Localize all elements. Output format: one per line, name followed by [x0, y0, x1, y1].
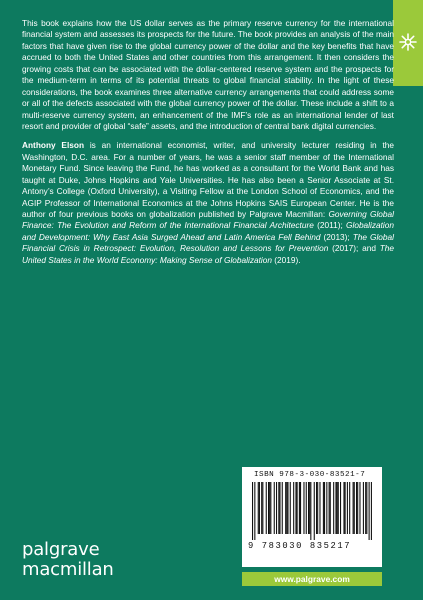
- barcode-bar: [366, 482, 367, 534]
- isbn-barcode: [242, 467, 382, 567]
- author-biography: [22, 140, 394, 266]
- barcode-bar: [349, 482, 350, 534]
- barcode-bar: [287, 482, 288, 534]
- previous-book-title: Governing Global Finance: The Evolution and Reform of the International Financial Architecture: [22, 209, 394, 231]
- book-description: This book explains how the US dollar serves as the primary reserve currency for the international financial system and assesses its prospects for the future. The book provides an analysis of the main factors that have given rise to the global currency power of the dollar and the key benefits that have accrued to both the United States and other countries from this arrangement. It then considers the growing costs that can be associated with the dollar-centered reserve system and the prospects for the medium-term in terms of its potential threats to global financial stability. In the light of these considerations, the book examines three alternative currency arrangements that could address some or all of the defects associated with the global currency power of the dollar. These include a shift to a multi-reserve currency system, an enhancement of the IMF’s role as an international lender of last resort and provider of global “safe” assets, and the introduction of central bank digital currencies.: [22, 18, 394, 131]
- barcode-bar: [369, 482, 370, 540]
- barcode-bar: [261, 482, 262, 534]
- barcode-bar: [306, 482, 307, 534]
- barcode-bar: [295, 482, 296, 534]
- barcode-bar: [286, 482, 287, 534]
- previous-book-year: (2011);: [313, 220, 347, 231]
- barcode-bars: [252, 482, 372, 540]
- barcode-bar: [262, 482, 263, 534]
- barcode-bar: [356, 482, 357, 534]
- barcode-bar: [353, 482, 354, 534]
- barcode-bar: [279, 482, 280, 534]
- barcode-bar: [269, 482, 270, 534]
- author-bio-text: is an international economist, writer, and university lecturer residing in the Washington, D.C. area. For a number of years, he was a senior staff member of the International Monetary Fund. Since leaving the Fund, he has worked as a consultant for the World Bank and has taught at Duke, Johns Hopkins and Yale Universities. He has also been a Senior Associate at St. Antony’s College (Oxford University), a Visiting Fellow at the London School of Economics, and the AGIP Professor of International Economics at the Johns Hopkins SAIS European Center. He is the author of four previous books on globalization published by Palgrave Macmillan:: [22, 140, 394, 219]
- barcode-bar: [300, 482, 301, 534]
- author-name: Anthony Elson: [22, 140, 85, 151]
- barcode-bar: [330, 482, 331, 534]
- publisher-logo: [22, 540, 114, 580]
- barcode-bar: [293, 482, 294, 534]
- palgrave-star-icon: [398, 32, 418, 52]
- previous-book-title: The Global Financial Crisis in Retrospect: Evolution, Resolution and Lessons for Prevention: [22, 231, 394, 254]
- barcode-bar: [326, 482, 327, 534]
- barcode-bar: [297, 482, 298, 534]
- barcode-bar: [308, 482, 309, 534]
- barcode-bar: [317, 482, 318, 534]
- previous-book-title: Globalization and Development: Why East Asia Surged Ahead and Latin America Fell Behind: [22, 220, 394, 242]
- barcode-bar: [276, 482, 277, 534]
- barcode-bar: [314, 482, 315, 540]
- barcode-bar: [323, 482, 324, 534]
- barcode-bar: [363, 482, 364, 534]
- previous-book-year: (2019).: [271, 254, 301, 265]
- back-cover-text: [22, 18, 394, 274]
- barcode-bar: [282, 482, 283, 534]
- barcode-bar: [278, 482, 279, 534]
- barcode-bar: [347, 482, 348, 534]
- barcode-bar: [319, 482, 320, 534]
- barcode-bar: [303, 482, 304, 534]
- isbn-label: ISBN 978-3-030-83521-7: [254, 471, 366, 479]
- barcode-bar: [345, 482, 346, 534]
- barcode-bar: [324, 482, 325, 534]
- barcode-bar: [365, 482, 366, 534]
- barcode-bar: [254, 482, 255, 540]
- barcode-bar: [266, 482, 267, 534]
- barcode-bar: [354, 482, 355, 534]
- barcode-bar: [290, 482, 291, 534]
- barcode-bar: [299, 482, 300, 534]
- barcode-bar: [371, 482, 372, 540]
- publisher-name-line2: macmillan: [22, 559, 114, 580]
- barcode-bar: [274, 482, 275, 534]
- barcode-bar: [258, 482, 259, 534]
- previous-book-year: (2013);: [320, 231, 353, 242]
- barcode-bar: [329, 482, 330, 534]
- previous-book-title: The United States in the World Economy: Making Sense of Globalization: [22, 243, 394, 265]
- barcode-bar: [333, 482, 334, 534]
- barcode-bar: [268, 482, 269, 534]
- barcode-bar: [338, 482, 339, 534]
- corner-logo-tile: [393, 0, 423, 86]
- barcode-bar: [316, 482, 317, 534]
- previous-book-year: (2017); and: [328, 243, 380, 254]
- barcode-bar: [310, 482, 311, 540]
- barcode-bar: [359, 482, 360, 534]
- barcode-bar: [340, 482, 341, 534]
- publisher-name-line1: palgrave: [22, 539, 100, 560]
- barcode-bar: [259, 482, 260, 534]
- barcode-bar: [357, 482, 358, 534]
- barcode-bar: [270, 482, 271, 534]
- barcode-bar: [285, 482, 286, 534]
- barcode-bar: [343, 482, 344, 534]
- barcode-bar: [335, 482, 336, 534]
- barcode-bar: [309, 482, 310, 534]
- barcode-bar: [252, 482, 253, 540]
- publisher-url[interactable]: www.palgrave.com: [242, 572, 382, 586]
- ean-digits: 9 783030 835217: [248, 541, 352, 551]
- barcode-bar: [337, 482, 338, 534]
